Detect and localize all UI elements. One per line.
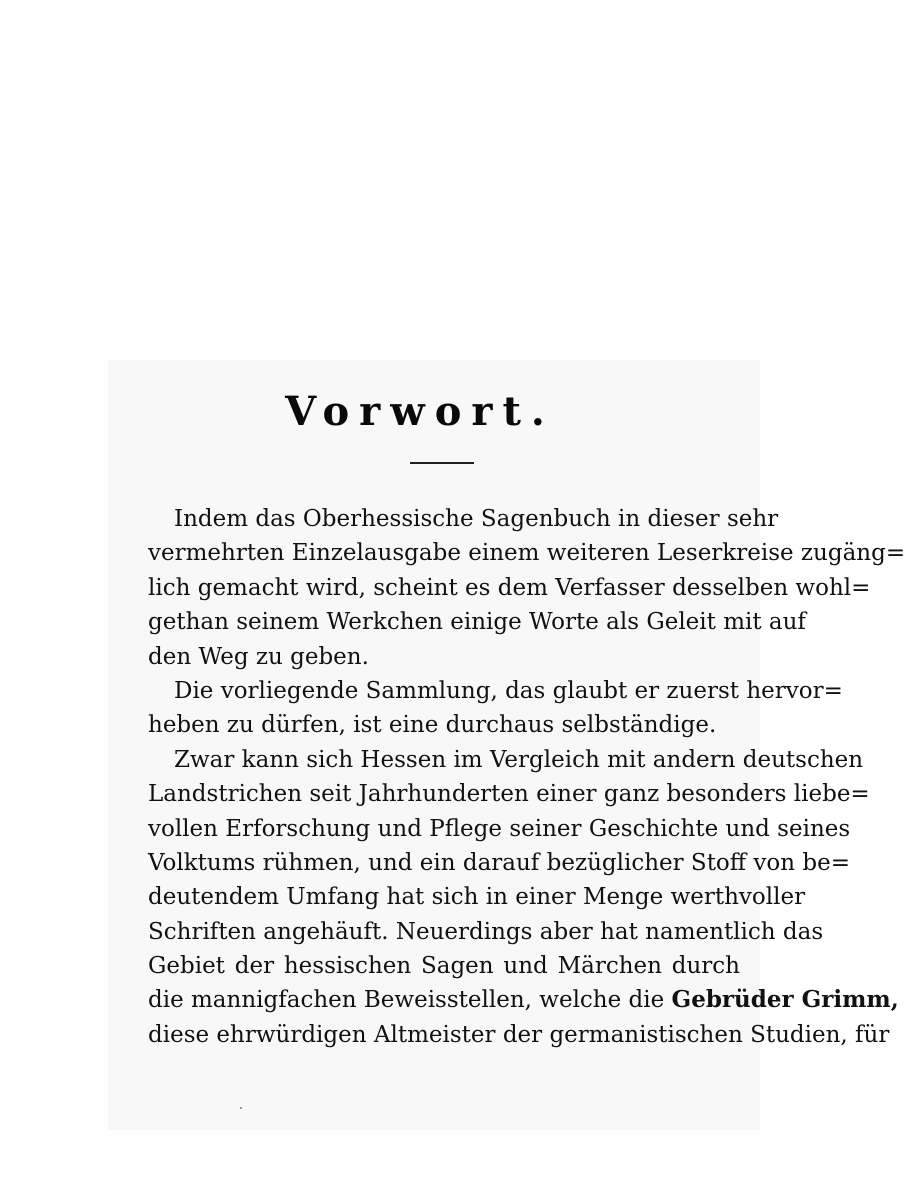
text-line: deutendem Umfang hat sich in einer Menge werthvoller (148, 884, 806, 911)
text-line: Volktums rühmen, und ein darauf bezüglicher Stoff von be= (148, 849, 851, 876)
page-title: Vorwort. (285, 388, 555, 435)
text-line: Die vorliegende Sammlung, das glaubt er zuerst hervor= (174, 677, 843, 704)
paragraph-3 (148, 743, 899, 1053)
title-divider (410, 462, 474, 464)
text-line-with-emphasis (148, 983, 899, 1017)
text-line: Schriften angehäuft. Neuerdings aber hat namentlich das (148, 918, 824, 945)
text-segment: die mannigfachen Beweisstellen, welche die (148, 987, 665, 1014)
text-line: Indem das Oberhessische Sagenbuch in dieser sehr (174, 506, 779, 532)
text-line: Landstrichen seit Jahrhunderten einer ganz besonders liebe= (148, 781, 870, 808)
text-line: Zwar kann sich Hessen im Vergleich mit andern deutschen (174, 746, 864, 773)
paragraph-2 (148, 674, 843, 743)
emphasized-name: Gebrüder Grimm, (671, 986, 899, 1014)
text-line: gethan seinem Werkchen einige Worte als Geleit mit auf (148, 609, 806, 636)
text-line: vollen Erforschung und Pflege seiner Geschichte und seines (148, 815, 851, 842)
text-line: lich gemacht wird, scheint es dem Verfasser desselben wohl= (148, 574, 871, 601)
scan-speck (240, 1107, 242, 1109)
text-line: diese ehrwürdigen Altmeister der germanistischen Studien, für (148, 1021, 890, 1048)
paragraph-1 (148, 502, 905, 674)
text-line: Gebiet der hessischen Sagen und Märchen durch (148, 953, 740, 980)
body-text (148, 502, 905, 1052)
text-line: den Weg zu geben. (148, 643, 369, 670)
text-line: heben zu dürfen, ist eine durchaus selbständige. (148, 712, 717, 739)
text-line: vermehrten Einzelausgabe einem weiteren Leserkreise zugäng= (148, 540, 905, 567)
